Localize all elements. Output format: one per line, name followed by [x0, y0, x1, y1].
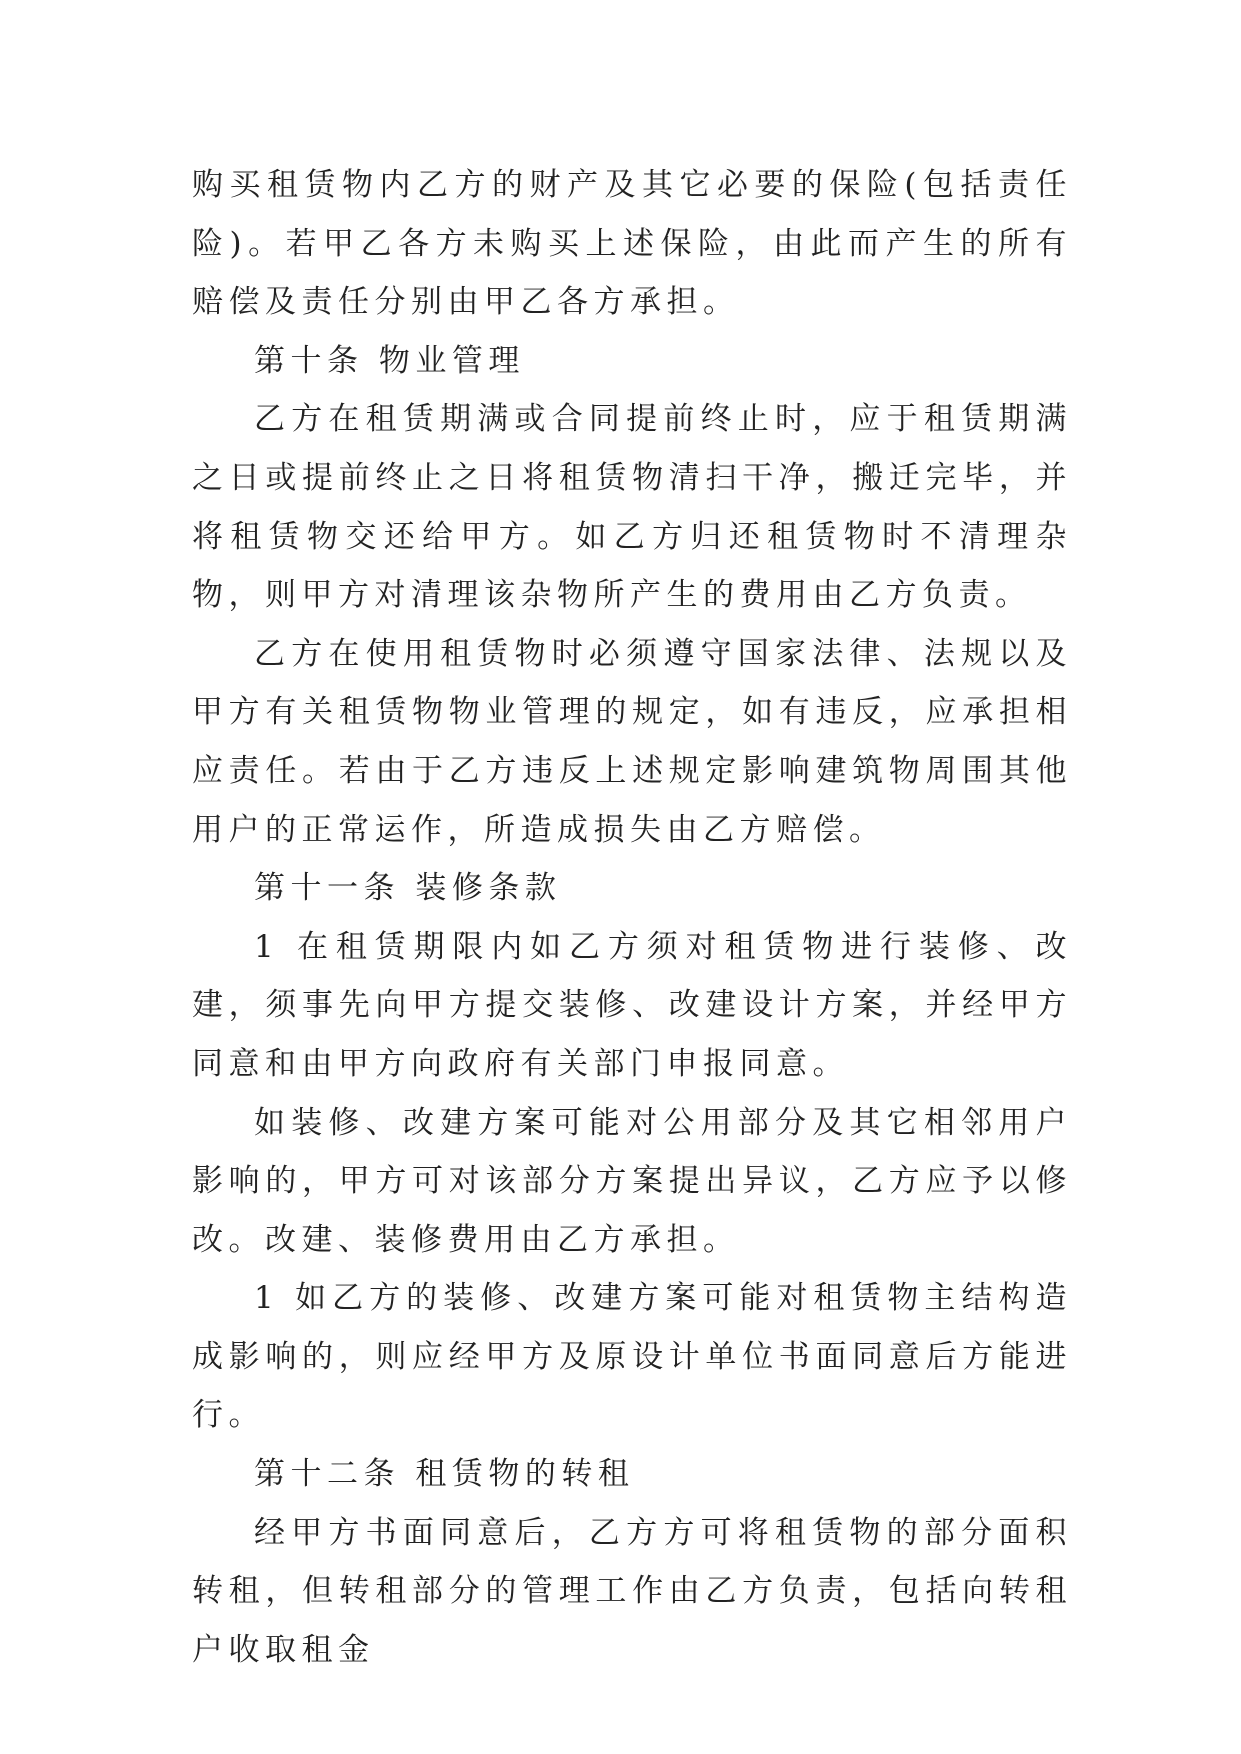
paragraph-property-rules: 乙方在使用租赁物时必须遵守国家法律、法规以及甲方有关租赁物物业管理的规定，如有违反，应承担相应责任。若由于乙方违反上述规定影响建筑物周围其他用户的正常运作，所造成损失由乙方赔偿。	[192, 635, 1072, 848]
paragraph-property-return: 乙方在租赁期满或合同提前终止时，应于租赁期满之日或提前终止之日将租赁物清扫干净，搬迁完毕，并将租赁物交还给甲方。如乙方归还租赁物时不清理杂物，则甲方对清理该杂物所产生的费用由乙方负责。	[192, 401, 1072, 614]
article-11-heading: 第十一条 装修条款	[254, 870, 562, 907]
paragraph-insurance-continuation: 购买租赁物内乙方的财产及其它必要的保险(包括责任险)。若甲乙各方未购买上述保险，由此而产生的所有赔偿及责任分别由甲乙各方承担。	[192, 167, 1072, 321]
contract-body	[192, 156, 1072, 1679]
paragraph-renovation-objection: 如装修、改建方案可能对公用部分及其它相邻用户影响的，甲方可对该部分方案提出异议，乙方应予以修改。改建、装修费用由乙方承担。	[192, 1104, 1072, 1258]
article-12-heading: 第十二条 租赁物的转租	[254, 1456, 635, 1493]
paragraph-sublease: 经甲方书面同意后，乙方方可将租赁物的部分面积转租，但转租部分的管理工作由乙方负责，包括向转租户收取租金	[192, 1514, 1072, 1668]
paragraph-renovation-structure: 1 如乙方的装修、改建方案可能对租赁物主结构造成影响的，则应经甲方及原设计单位书面同意后方能进行。	[192, 1280, 1072, 1434]
article-10-heading: 第十条 物业管理	[254, 342, 525, 379]
paragraph-renovation-approval: 1 在租赁期限内如乙方须对租赁物进行装修、改建，须事先向甲方提交装修、改建设计方案，并经甲方同意和由甲方向政府有关部门申报同意。	[192, 928, 1072, 1082]
